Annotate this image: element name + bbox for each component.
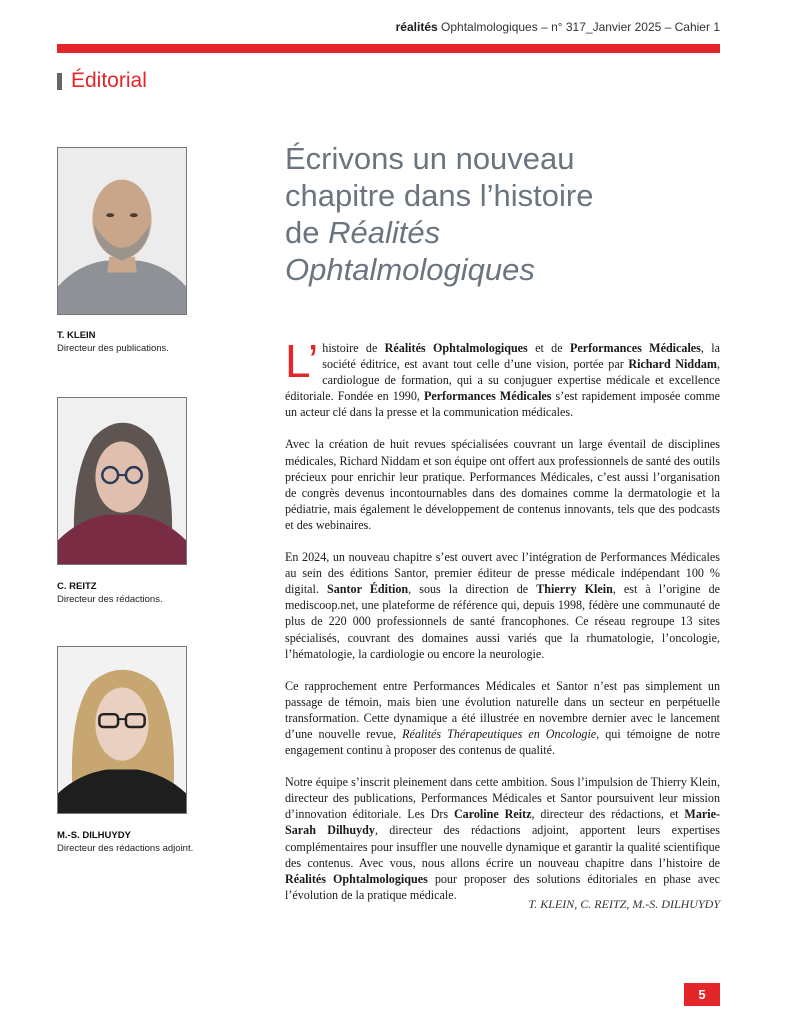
drop-cap: L’ xyxy=(285,335,319,387)
section-marker xyxy=(57,73,62,90)
bold-text: Performances Médicales xyxy=(569,341,701,355)
text: , directeur des rédactions, et xyxy=(531,807,685,822)
text: Ce rapprochement entre Performances Médicales et Santor n’est pas simplement un passage de témoin, mais bien une évolution naturelle dans un secteur en perpétuelle transformation. Cette dynamique a été illustrée en novembre dernier avec le lancement d’une nouvelle revue, xyxy=(285,678,720,741)
author-photo-reitz xyxy=(57,397,187,565)
issue-info: Ophtalmologiques – n° 317_Janvier 2025 – Cahier 1 xyxy=(437,20,720,34)
page-number: 5 xyxy=(684,983,720,1006)
text: , directeur des rédactions adjoint, apportent leurs expertises complémentaires pour insuffler une nouvelle dynamique et garantir la qualité scientifique des contenus. Avec vous, nous allons écrire un nouveau chapitre dans l’histoire de xyxy=(285,823,720,870)
text: , cardiologue de formation, qui a su conjuguer expertise médicale et excellence éditoriale. Fondée en 1990, xyxy=(285,357,720,404)
paragraph: Avec la création de huit revues spécialisées couvrant un large éventail de disciplines médicales, Richard Niddam et son équipe ont offert aux professionnels de santé des outils précieux pour enrichir leur pratique. Performances Médicales, c’est aussi l’organisation de congrès devenus incontournables dans des domaines comme la dermatologie et la pédiatrie, mais également le développement de contenus innovants, tels que des podcasts et des webinaires. xyxy=(285,437,720,532)
bold-text: Marie-Sarah Dilhuydy xyxy=(285,807,721,838)
author-photo-dilhuydy xyxy=(57,646,187,814)
title-text: de xyxy=(285,215,329,250)
author-role: Directeur des publications. xyxy=(57,343,169,354)
text: , sous la direction de xyxy=(408,582,537,597)
author-name: M.-S. DILHUYDY xyxy=(57,830,131,841)
paragraph xyxy=(285,549,720,662)
title-italic: Réalités xyxy=(328,215,441,250)
paragraph xyxy=(285,678,720,758)
italic-text: Réalités Thérapeutiques en Oncologie xyxy=(402,726,597,741)
text: et de xyxy=(527,341,570,355)
article-body xyxy=(285,335,721,919)
author-name: T. KLEIN xyxy=(57,330,96,341)
header-red-bar xyxy=(57,44,720,53)
title-line xyxy=(285,214,725,251)
title-line: Ophtalmologiques xyxy=(285,252,535,287)
brand-name: réalités xyxy=(395,20,438,34)
bold-text: Performances Médicales xyxy=(423,389,552,404)
article-title xyxy=(285,140,725,288)
running-header xyxy=(396,20,720,34)
bold-text: Richard Niddam xyxy=(628,357,717,372)
author-name: C. REITZ xyxy=(57,581,97,592)
text: Notre équipe s’inscrit pleinement dans cette ambition. Sous l’impulsion de Thierry Klein, directeur des publications, Performances Médicales et Santor poursuivent leur mission d’innovation éditoriale. Les Drs xyxy=(285,775,720,822)
section-label: Éditorial xyxy=(71,69,147,92)
text: pour proposer des solutions éditoriales en phase avec l’évolution de la pratique médicale. xyxy=(285,871,720,902)
text: En 2024, un nouveau chapitre s’est ouvert avec l’intégration de Performances Médicales au sein des éditions Santor, premier éditeur de presse médicale indépendant 100 % digital. xyxy=(285,550,720,597)
section-heading xyxy=(57,68,147,94)
text: s’est rapidement imposée comme un acteur clé dans la presse et la communication médicales. xyxy=(285,389,720,420)
bold-text: Réalités Ophtalmologiques xyxy=(285,871,428,886)
bold-text: Réalités Ophtalmologiques xyxy=(384,341,528,355)
paragraph xyxy=(285,335,720,420)
bold-text: Thierry Klein xyxy=(536,582,613,597)
bold-text: Caroline Reitz xyxy=(453,807,532,822)
author-photo-klein xyxy=(57,147,187,315)
bold-text: Santor Édition xyxy=(327,582,409,597)
author-role: Directeur des rédactions adjoint. xyxy=(57,843,194,854)
text: , est à l’origine de mediscoop.net, une plateforme de référence qui, depuis 1998, fédère une communauté de plus de 220 000 professionnels de santé francophones. Ce réseau regroupe 13 sites spécialisés, couvrant des domaines aussi variés que la rhumatologie, l’oncologie, l’hématologie, la cardiologie ou encore la neurologie. xyxy=(285,582,721,661)
signature: T. KLEIN, C. REITZ, M.-S. DILHUYDY xyxy=(528,897,720,911)
paragraph xyxy=(285,774,720,903)
title-line: Écrivons un nouveau xyxy=(285,141,575,176)
author-role: Directeur des rédactions. xyxy=(57,594,163,605)
title-line: chapitre dans l’histoire xyxy=(285,178,594,213)
text: , la société éditrice, est avant tout celle d’une vision, portée par xyxy=(322,341,720,372)
text: histoire de xyxy=(322,341,385,355)
text: , qui témoigne de notre engagement continu à proposer des contenus de qualité. xyxy=(285,726,721,758)
